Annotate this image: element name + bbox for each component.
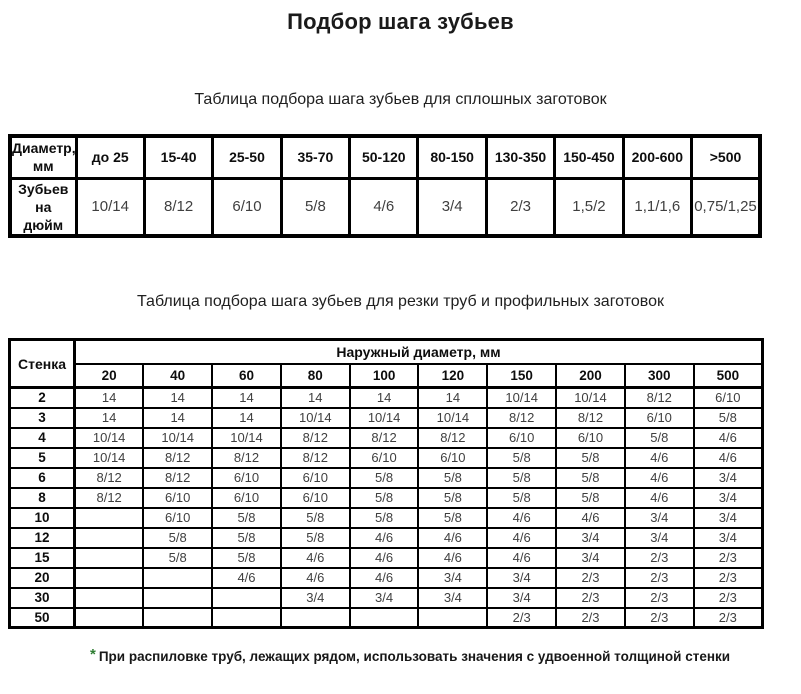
value-cell: 4/6	[350, 548, 419, 568]
value-cell: 14	[350, 388, 419, 408]
value-cell: 6/10	[281, 468, 350, 488]
value-cell	[143, 608, 212, 628]
table-row	[10, 588, 763, 608]
value-cell	[350, 608, 419, 628]
value-cell: 4/6	[350, 528, 419, 548]
value-cell: 10/14	[487, 388, 556, 408]
value-cell: 5/8	[350, 508, 419, 528]
column-header-cell: 150-450	[555, 136, 623, 178]
value-cell: 4/6	[625, 448, 694, 468]
value-cell: 5/8	[487, 488, 556, 508]
column-header-cell: 60	[212, 364, 281, 388]
row-label-cell: Зубьев на дюйм	[10, 178, 76, 236]
value-cell: 8/12	[75, 468, 144, 488]
table-row	[10, 388, 763, 408]
table-row	[10, 508, 763, 528]
value-cell: 6/10	[281, 488, 350, 508]
wall-header-cell: 6	[10, 468, 75, 488]
value-cell: 1,1/1,6	[623, 178, 691, 236]
value-cell: 6/10	[212, 468, 281, 488]
value-cell: 5/8	[556, 448, 625, 468]
value-cell: 2/3	[625, 608, 694, 628]
value-cell: 5/8	[418, 508, 487, 528]
value-cell: 5/8	[556, 488, 625, 508]
value-cell: 5/8	[487, 468, 556, 488]
table-row	[10, 548, 763, 568]
value-cell: 2/3	[625, 588, 694, 608]
value-cell: 5/8	[350, 468, 419, 488]
value-cell: 2/3	[556, 568, 625, 588]
wall-header-cell: 2	[10, 388, 75, 408]
value-cell: 10/14	[418, 408, 487, 428]
table2-caption: Таблица подбора шага зубьев для резки труб и профильных заготовок	[137, 293, 664, 310]
column-header-cell: 150	[487, 364, 556, 388]
value-cell: 5/8	[281, 528, 350, 548]
value-cell: 6/10	[213, 178, 281, 236]
value-cell: 4/6	[350, 178, 418, 236]
value-cell: 6/10	[694, 388, 763, 408]
value-cell: 6/10	[143, 488, 212, 508]
value-cell: 6/10	[143, 508, 212, 528]
wall-header-cell: 10	[10, 508, 75, 528]
value-cell: 4/6	[350, 568, 419, 588]
wall-header-cell: 3	[10, 408, 75, 428]
corner-header-cell: Стенка	[10, 340, 75, 388]
value-cell: 14	[143, 388, 212, 408]
value-cell: 2/3	[694, 588, 763, 608]
footnote-asterisk: *	[90, 646, 96, 663]
value-cell: 5/8	[212, 548, 281, 568]
value-cell	[75, 548, 144, 568]
value-cell: 14	[75, 408, 144, 428]
column-header-cell: 80-150	[418, 136, 486, 178]
table1-caption: Таблица подбора шага зубьев для сплошных заготовок	[194, 91, 607, 108]
value-cell: 6/10	[625, 408, 694, 428]
value-cell: 2/3	[486, 178, 554, 236]
value-cell: 8/12	[143, 448, 212, 468]
footnote	[90, 648, 730, 665]
value-cell: 2/3	[487, 608, 556, 628]
table-row	[10, 364, 763, 388]
wall-header-cell: 12	[10, 528, 75, 548]
wall-header-cell: 50	[10, 608, 75, 628]
value-cell: 6/10	[350, 448, 419, 468]
value-cell: 5/8	[350, 488, 419, 508]
value-cell: 10/14	[143, 428, 212, 448]
value-cell: 4/6	[694, 448, 763, 468]
table-row	[10, 136, 760, 178]
value-cell: 5/8	[143, 548, 212, 568]
value-cell	[143, 568, 212, 588]
column-header-cell: 100	[350, 364, 419, 388]
value-cell: 3/4	[625, 508, 694, 528]
value-cell: 5/8	[556, 468, 625, 488]
wall-header-cell: 8	[10, 488, 75, 508]
value-cell: 2/3	[625, 568, 694, 588]
value-cell: 4/6	[418, 528, 487, 548]
value-cell: 4/6	[487, 548, 556, 568]
column-header-cell: 15-40	[144, 136, 212, 178]
table-row	[10, 340, 763, 364]
value-cell: 8/12	[556, 408, 625, 428]
value-cell: 3/4	[556, 528, 625, 548]
value-cell: 14	[212, 408, 281, 428]
footnote-text: При распиловке труб, лежащих рядом, использовать значения с удвоенной толщиной стенки	[98, 649, 731, 664]
value-cell	[281, 608, 350, 628]
value-cell: 5/8	[625, 428, 694, 448]
column-header-cell: 200	[556, 364, 625, 388]
value-cell	[75, 588, 144, 608]
value-cell: 1,5/2	[555, 178, 623, 236]
group-header-cell: Наружный диаметр, мм	[75, 340, 763, 364]
column-header-cell: до 25	[76, 136, 144, 178]
page-title: Подбор шага зубьев	[287, 9, 514, 34]
value-cell	[143, 588, 212, 608]
wall-header-cell: 20	[10, 568, 75, 588]
value-cell: 5/8	[143, 528, 212, 548]
value-cell: 4/6	[281, 548, 350, 568]
column-header-cell: 200-600	[623, 136, 691, 178]
value-cell: 2/3	[694, 548, 763, 568]
value-cell: 3/4	[694, 488, 763, 508]
value-cell: 8/12	[144, 178, 212, 236]
table-row	[10, 428, 763, 448]
pipes-profiles-table	[8, 338, 764, 629]
value-cell: 3/4	[281, 588, 350, 608]
value-cell	[212, 588, 281, 608]
wall-header-cell: 30	[10, 588, 75, 608]
table-row	[10, 178, 760, 236]
value-cell: 14	[75, 388, 144, 408]
value-cell: 3/4	[694, 468, 763, 488]
column-header-cell: 500	[694, 364, 763, 388]
wall-header-cell: 4	[10, 428, 75, 448]
column-header-cell: 40	[143, 364, 212, 388]
value-cell: 3/4	[350, 588, 419, 608]
value-cell: 8/12	[143, 468, 212, 488]
value-cell: 14	[418, 388, 487, 408]
value-cell	[212, 608, 281, 628]
column-header-cell: 80	[281, 364, 350, 388]
value-cell: 10/14	[212, 428, 281, 448]
value-cell: 14	[212, 388, 281, 408]
value-cell: 2/3	[694, 568, 763, 588]
value-cell: 4/6	[487, 528, 556, 548]
value-cell: 2/3	[556, 588, 625, 608]
value-cell: 3/4	[487, 588, 556, 608]
value-cell: 6/10	[418, 448, 487, 468]
value-cell	[75, 528, 144, 548]
table-row	[10, 488, 763, 508]
value-cell: 5/8	[418, 468, 487, 488]
value-cell: 3/4	[487, 568, 556, 588]
row-label-cell: Диаметр, мм	[10, 136, 76, 178]
value-cell: 5/8	[281, 178, 349, 236]
value-cell: 8/12	[75, 488, 144, 508]
value-cell: 6/10	[487, 428, 556, 448]
value-cell: 8/12	[350, 428, 419, 448]
value-cell: 10/14	[281, 408, 350, 428]
value-cell: 8/12	[281, 448, 350, 468]
wall-header-cell: 15	[10, 548, 75, 568]
table-row	[10, 608, 763, 628]
column-header-cell: 50-120	[350, 136, 418, 178]
wall-header-cell: 5	[10, 448, 75, 468]
column-header-cell: 20	[75, 364, 144, 388]
solid-workpieces-table	[8, 134, 762, 238]
value-cell: 4/6	[212, 568, 281, 588]
column-header-cell: 130-350	[486, 136, 554, 178]
column-header-cell: 25-50	[213, 136, 281, 178]
value-cell: 4/6	[556, 508, 625, 528]
value-cell: 6/10	[556, 428, 625, 448]
value-cell: 3/4	[418, 178, 486, 236]
value-cell	[75, 508, 144, 528]
value-cell	[418, 608, 487, 628]
value-cell: 6/10	[212, 488, 281, 508]
table-row	[10, 528, 763, 548]
value-cell: 10/14	[75, 428, 144, 448]
value-cell: 14	[281, 388, 350, 408]
value-cell: 5/8	[418, 488, 487, 508]
value-cell: 5/8	[212, 508, 281, 528]
value-cell: 5/8	[212, 528, 281, 548]
value-cell: 4/6	[694, 428, 763, 448]
value-cell: 2/3	[556, 608, 625, 628]
value-cell: 4/6	[281, 568, 350, 588]
value-cell: 8/12	[418, 428, 487, 448]
table-row	[10, 568, 763, 588]
value-cell: 8/12	[625, 388, 694, 408]
value-cell: 10/14	[75, 448, 144, 468]
value-cell: 3/4	[625, 528, 694, 548]
value-cell: 5/8	[281, 508, 350, 528]
value-cell: 2/3	[694, 608, 763, 628]
value-cell: 5/8	[487, 448, 556, 468]
value-cell: 5/8	[694, 408, 763, 428]
value-cell: 10/14	[76, 178, 144, 236]
value-cell: 8/12	[487, 408, 556, 428]
value-cell: 2/3	[625, 548, 694, 568]
value-cell: 14	[143, 408, 212, 428]
value-cell	[75, 608, 144, 628]
column-header-cell: 35-70	[281, 136, 349, 178]
value-cell: 3/4	[418, 568, 487, 588]
value-cell	[75, 568, 144, 588]
column-header-cell: >500	[692, 136, 760, 178]
value-cell: 4/6	[418, 548, 487, 568]
value-cell: 3/4	[694, 528, 763, 548]
value-cell: 8/12	[281, 428, 350, 448]
column-header-cell: 120	[418, 364, 487, 388]
column-header-cell: 300	[625, 364, 694, 388]
table-row	[10, 408, 763, 428]
value-cell: 10/14	[556, 388, 625, 408]
value-cell: 0,75/1,25	[692, 178, 760, 236]
value-cell: 10/14	[350, 408, 419, 428]
table-row	[10, 448, 763, 468]
value-cell: 3/4	[418, 588, 487, 608]
value-cell: 4/6	[487, 508, 556, 528]
value-cell: 3/4	[694, 508, 763, 528]
value-cell: 3/4	[556, 548, 625, 568]
value-cell: 8/12	[212, 448, 281, 468]
table-row	[10, 468, 763, 488]
value-cell: 4/6	[625, 468, 694, 488]
value-cell: 4/6	[625, 488, 694, 508]
